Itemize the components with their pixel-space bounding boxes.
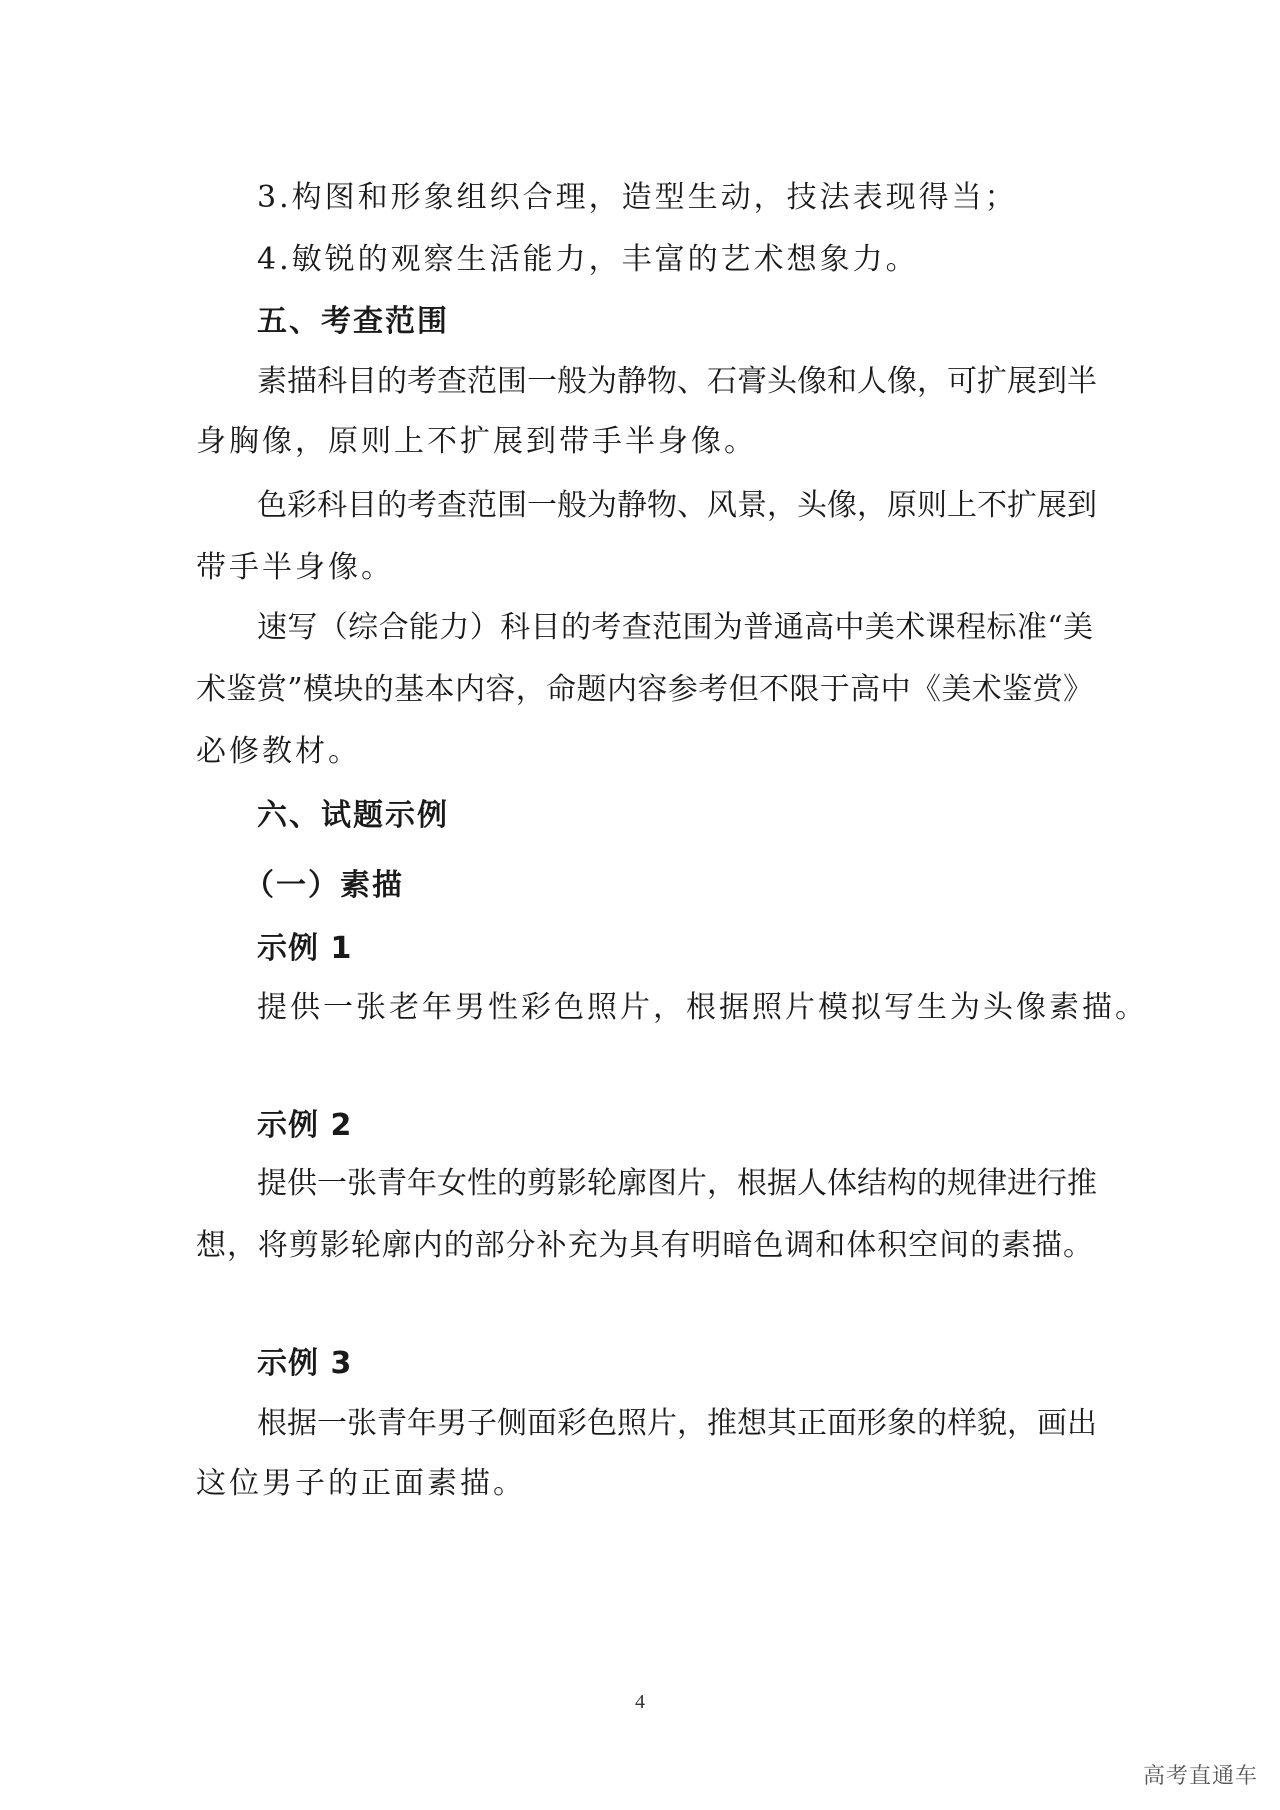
paragraph-sketch-scope-line2: 身胸像，原则上不扩展到带手半身像。	[196, 424, 757, 459]
paragraph-quick-sketch-line2: 术鉴赏”模块的基本内容，命题内容参考但不限于高中《美术鉴赏》	[196, 672, 1093, 707]
example-2-heading: 示例 2	[257, 1108, 353, 1143]
criteria-item-4: 4.敏锐的观察生活能力，丰富的艺术想象力。	[257, 242, 919, 277]
paragraph-color-scope-line2: 带手半身像。	[196, 550, 394, 585]
example-2-text-line2: 想，将剪影轮廓内的部分补充为具有明暗色调和体积空间的素描。	[196, 1228, 1093, 1263]
example-1-heading: 示例 1	[257, 931, 353, 966]
subsection-heading-sketch: （一）素描	[244, 868, 404, 903]
example-2-text-line1: 提供一张青年女性的剪影轮廓图片，根据人体结构的规律进行推	[257, 1166, 1097, 1201]
example-3-heading: 示例 3	[257, 1346, 353, 1381]
paragraph-color-scope-line1: 色彩科目的考查范围一般为静物、风景，头像，原则上不扩展到	[257, 488, 1097, 523]
example-3-text-line2: 这位男子的正面素描。	[196, 1466, 526, 1501]
section-heading-examples: 六、试题示例	[257, 798, 449, 833]
example-1-text: 提供一张老年男性彩色照片，根据照片模拟写生为头像素描。	[257, 990, 1148, 1025]
paragraph-sketch-scope-line1: 素描科目的考查范围一般为静物、石膏头像和人像，可扩展到半	[257, 364, 1097, 399]
watermark-text: 高考直通车	[1142, 1764, 1258, 1789]
paragraph-quick-sketch-line3: 必修教材。	[196, 734, 361, 769]
example-3-text-line1: 根据一张青年男子侧面彩色照片，推想其正面形象的样貌，画出	[257, 1406, 1097, 1441]
paragraph-quick-sketch-line1: 速写（综合能力）科目的考查范围为普通高中美术课程标准“美	[257, 610, 1093, 645]
page-number: 4	[635, 1691, 645, 1713]
section-heading-scope: 五、考查范围	[257, 304, 449, 339]
criteria-item-3: 3.构图和形象组织合理，造型生动，技法表现得当；	[257, 180, 1018, 215]
